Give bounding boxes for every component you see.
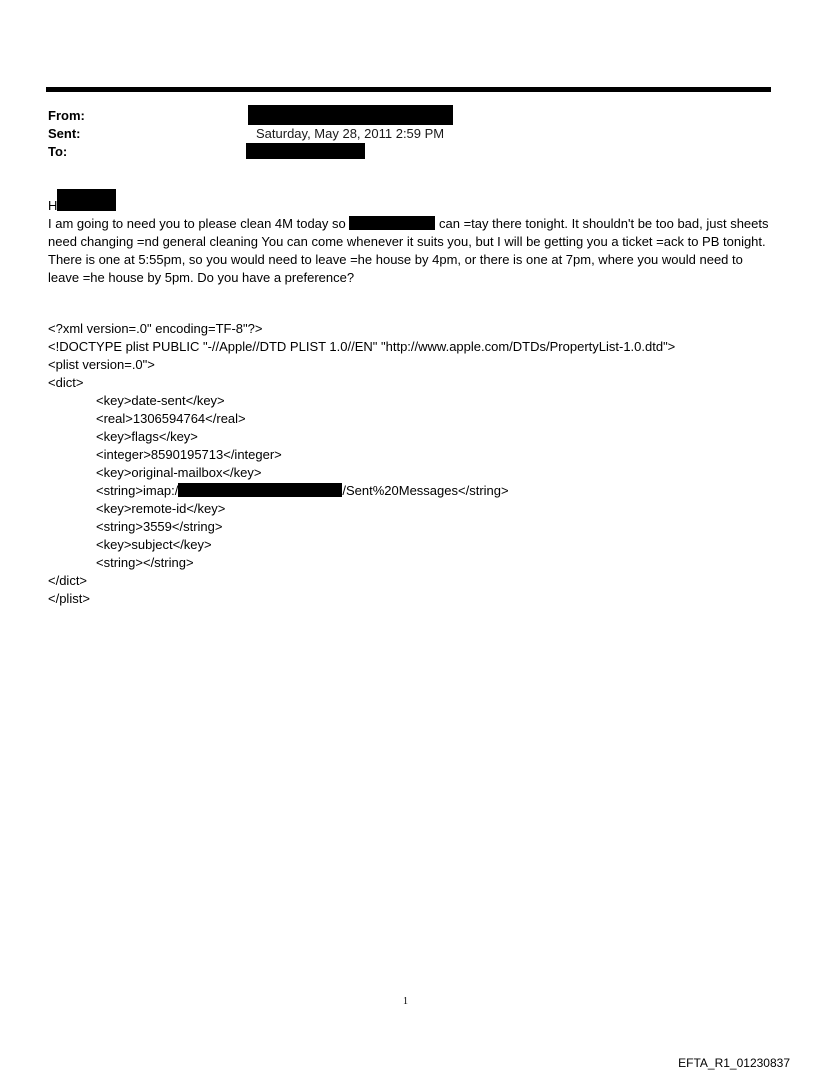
sent-label: Sent: [48,126,81,141]
xml-mailbox-end: /Sent%20Messages</string> [342,483,509,498]
plist-xml-block [48,320,788,608]
page-number: 1 [403,996,408,1007]
xml-line: <key>original-mailbox</key> [96,465,262,480]
xml-line: <dict> [48,375,84,390]
xml-line: <string></string> [96,555,194,570]
to-label: To: [48,144,68,159]
xml-line-mailbox [48,482,788,500]
xml-mailbox-start: <string>imap:/ [96,483,179,498]
xml-line: </dict> [48,573,88,588]
xml-line: <string>3559</string> [96,519,223,534]
greeting-redaction [57,189,116,211]
from-label: From: [48,108,85,123]
xml-line: <?xml version=.0" encoding=TF-8"?> [48,321,263,336]
message-text-rest: can =tay there tonight. It shouldn't be too bad, just sheets need changing =nd general cleaning You can come whenever it suits you, but I will be getting you a ticket =ack to PB tonight. There is one at 5:55pm, so you would need to leave =he house by 4pm, or there is one at 7pm, where you would need to leave =he house by 5pm. Do you have a preference? [48,216,769,285]
from-redaction [248,105,453,125]
mailbox-redaction [178,483,342,497]
name-redaction [349,216,435,230]
header-rule [46,87,771,92]
sent-value: Saturday, May 28, 2011 2:59 PM [256,126,445,141]
to-redaction [246,143,365,159]
message-text-start: I am going to need you to please clean 4M today so [48,216,346,231]
xml-line: <key>remote-id</key> [96,501,226,516]
xml-line: <integer>8590195713</integer> [96,447,282,462]
xml-line: <!DOCTYPE plist PUBLIC "-//Apple//DTD PLIST 1.0//EN" "http://www.apple.com/DTDs/PropertyList-1.0.dtd"> [48,339,676,354]
xml-line: <key>flags</key> [96,429,198,444]
document-id: EFTA_R1_01230837 [678,1056,790,1070]
xml-line: <key>subject</key> [96,537,212,552]
xml-line: <key>date-sent</key> [96,393,225,408]
xml-line: <plist version=.0"> [48,357,155,372]
xml-line: </plist> [48,591,90,606]
message-body [48,215,776,287]
greeting: H [48,198,58,213]
xml-line: <real>1306594764</real> [96,411,246,426]
